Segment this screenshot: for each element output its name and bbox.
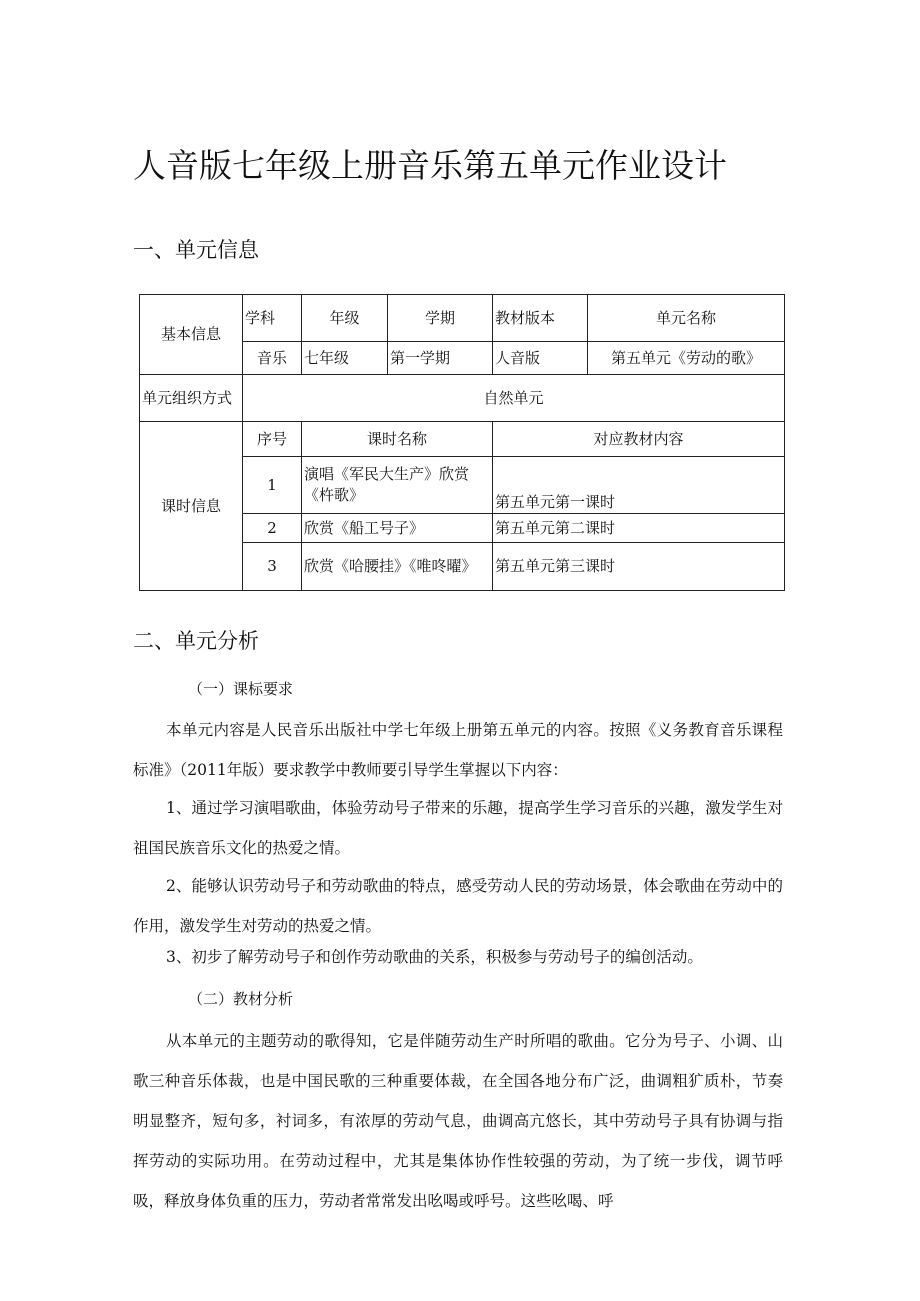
section-heading-unit-analysis: 二、单元分析 (133, 629, 259, 653)
lesson-content: 第五单元第三课时 (493, 543, 785, 591)
value-unit-name: 第五单元《劳动的歌》 (588, 342, 785, 375)
lesson-content: 第五单元第一课时 (493, 457, 785, 514)
org-value: 自然单元 (243, 375, 785, 422)
lesson-name: 欣赏《哈腰挂》《唯咚曜》 (302, 543, 493, 591)
value-subject: 音乐 (243, 342, 302, 375)
page-title: 人音版七年级上册音乐第五单元作业设计 (133, 146, 727, 185)
lesson-no: 3 (243, 543, 302, 591)
header-unit-name: 单元名称 (588, 295, 785, 342)
value-grade: 七年级 (302, 342, 388, 375)
paragraph-item-2: 2、能够认识劳动号子和劳动歌曲的特点，感受劳动人民的劳动场景，体会歌曲在劳动中的作用，激发学生对劳动的热爱之情。 (133, 877, 783, 935)
paragraph-item-3: 3、初步了解劳动号子和创作劳动歌曲的关系，积极参与劳动号子的编创活动。 (166, 948, 703, 966)
lesson-info-label: 课时信息 (140, 422, 243, 591)
org-label: 单元组织方式 (140, 375, 243, 422)
lesson-header-name: 课时名称 (302, 422, 493, 457)
value-term: 第一学期 (388, 342, 493, 375)
lesson-content: 第五单元第二课时 (493, 514, 785, 543)
paragraph-intro: 本单元内容是人民音乐出版社中学七年级上册第五单元的内容。按照《义务教育音乐课程标准》（2011年版）要求教学中教师要引导学生掌握以下内容： (133, 721, 783, 779)
paragraph-item-1: 1、通过学习演唱歌曲，体验劳动号子带来的乐趣，提高学生学习音乐的兴趣，激发学生对祖国民族音乐文化的热爱之情。 (133, 799, 783, 857)
value-edition: 人音版 (493, 342, 588, 375)
section-heading-unit-info: 一、单元信息 (133, 238, 259, 262)
lesson-name: 欣赏《船工号子》 (302, 514, 493, 543)
subheading-material-analysis: （二）教材分析 (188, 990, 294, 1008)
subheading-curriculum-standards: （一）课标要求 (188, 680, 294, 698)
lesson-header-no: 序号 (243, 422, 302, 457)
header-subject: 学科 (243, 295, 302, 342)
lesson-no: 1 (243, 457, 302, 514)
paragraph-material: 从本单元的主题劳动的歌得知，它是伴随劳动生产时所唱的歌曲。它分为号子、小调、山歌三种音乐体裁，也是中国民歌的三种重要体裁，在全国各地分布广泛，曲调粗犷质朴，节奏明显整齐，短句多，衬词多，有浓厚的劳动气息，曲调高亢悠长，其中劳动号子具有协调与指挥劳动的实际功用。在劳动过程中，尤其是集体协作性较强的劳动，为了统一步伐，调节呼吸，释放身体负重的压力，劳动者常常发出吆喝或呼号。这些吆喝、呼 (133, 1032, 783, 1210)
header-grade: 年级 (302, 295, 388, 342)
lesson-header-content: 对应教材内容 (493, 422, 785, 457)
unit-info-table (139, 294, 785, 591)
lesson-name: 演唱《军民大生产》欣赏《杵歌》 (302, 457, 493, 514)
basic-info-label: 基本信息 (140, 295, 243, 375)
lesson-no: 2 (243, 514, 302, 543)
header-edition: 教材版本 (493, 295, 588, 342)
header-term: 学期 (388, 295, 493, 342)
